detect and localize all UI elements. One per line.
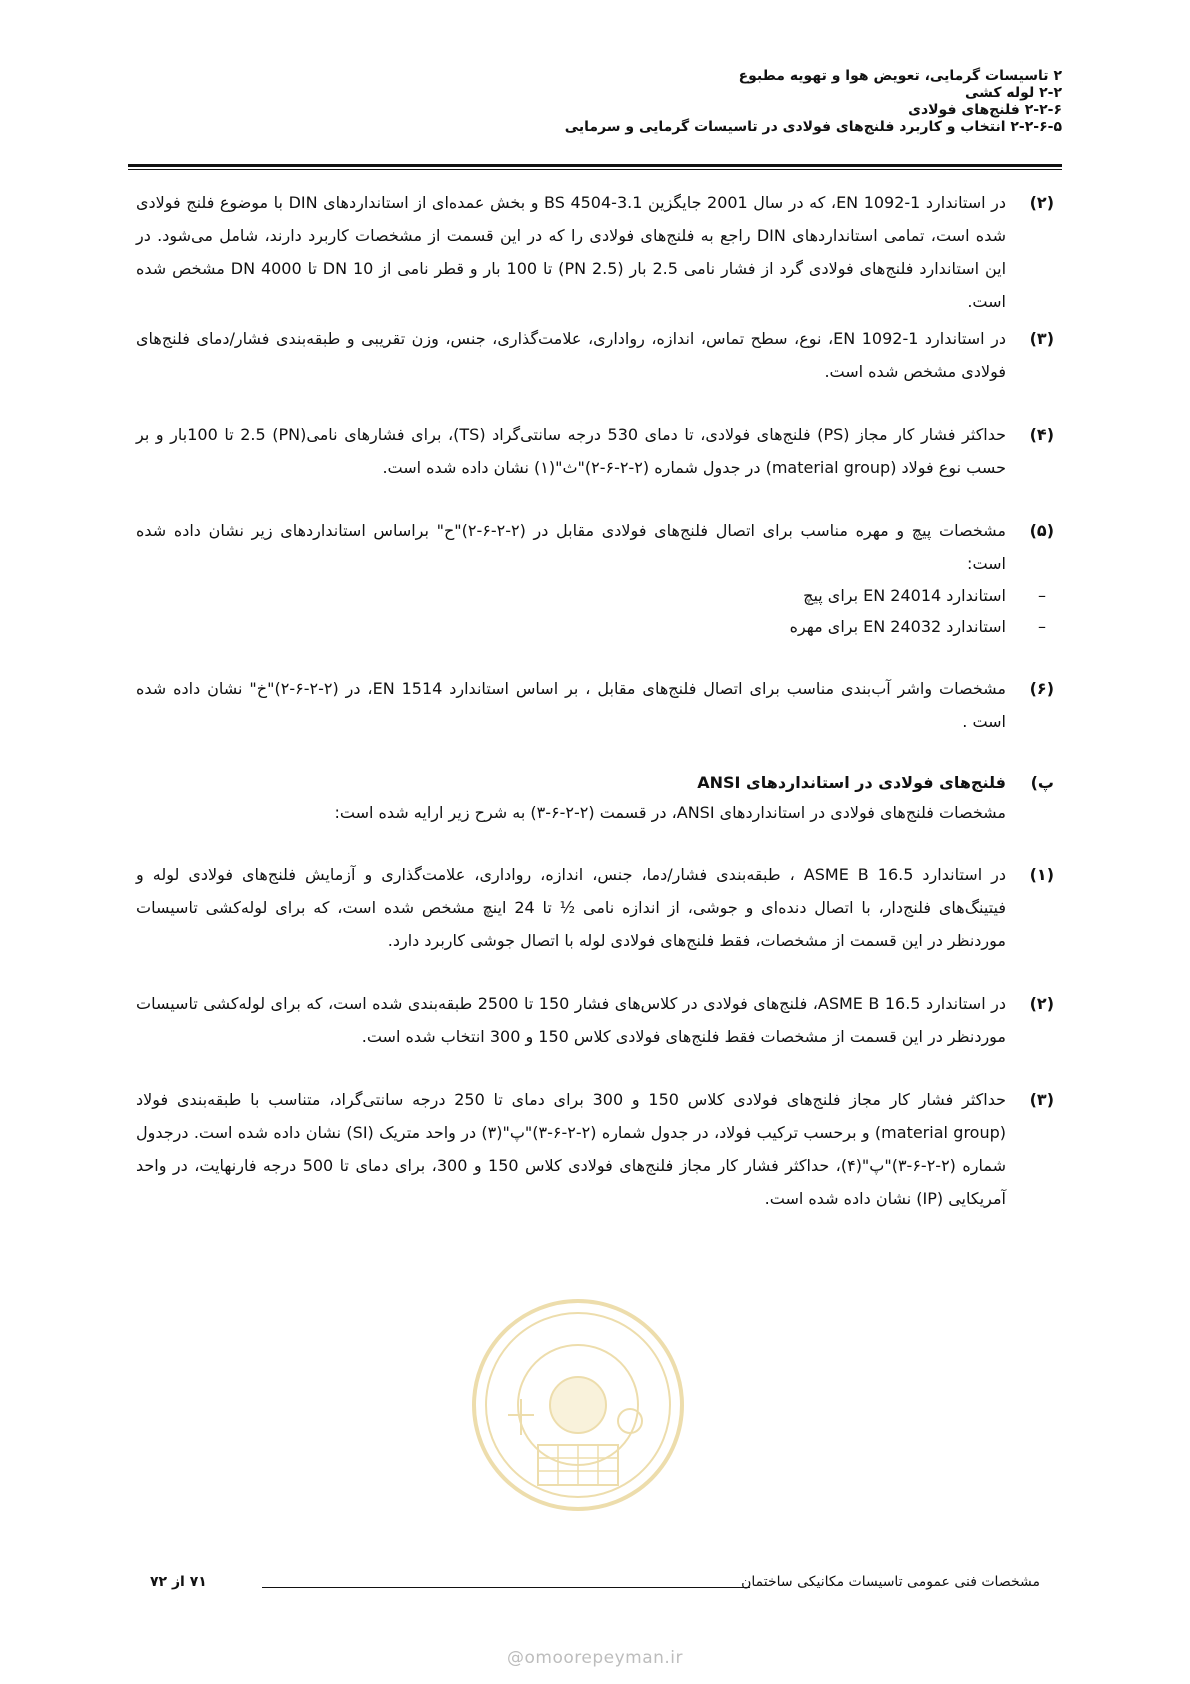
header-chapter: ۲ تاسیسات گرمایی، تعویض هوا و تهویه مطبوع bbox=[738, 68, 1062, 84]
page-header bbox=[128, 68, 1062, 136]
paragraph-b1 bbox=[136, 858, 1054, 957]
paragraph-number: (۵) bbox=[1029, 521, 1054, 540]
page-body bbox=[136, 186, 1054, 1215]
bullet-dash: – bbox=[1038, 586, 1046, 605]
section-heading bbox=[136, 768, 1054, 798]
paragraph-b3 bbox=[136, 1083, 1054, 1215]
bullet-text: استاندارد EN 24014 برای پیچ bbox=[803, 586, 1006, 605]
bullet-dash: – bbox=[1038, 617, 1046, 636]
section-intro: مشخصات فلنج‌های فولادی در استانداردهای ANSI، در قسمت (۲-۲-۶-۳) به شرح زیر ارایه شده است: bbox=[334, 803, 1006, 822]
list-item bbox=[136, 580, 1054, 611]
paragraph-number: (۳) bbox=[1029, 1090, 1054, 1109]
paragraph-text: مشخصات پیچ و مهره مناسب برای اتصال فلنج‌های فولادی مقابل در (۲-۲-۶-۲)"ح" براساس استانداردهای زیر نشان داده شده است: bbox=[136, 521, 1006, 573]
paragraph-2 bbox=[136, 186, 1054, 318]
header-subsection: ۲-۲-۶ فلنج‌های فولادی bbox=[908, 102, 1062, 118]
page-footer bbox=[150, 1574, 1040, 1598]
paragraph-text: در استاندارد EN 1092-1، که در سال 2001 جایگزین BS 4504-3.1 و بخش عمده‌ای از استانداردهای DIN با موضوع فلنج فولادی شده است، تمامی استانداردهای DIN راجع به فلنج‌های فولادی را که در این قسمت از مشخصات کاربرد دارند، شامل می‌شود. در این استاندارد فلنج‌های فولادی گرد از فشار نامی 2.5 بار (PN 2.5) تا 100 بار و قطر نامی از DN 10 تا DN 4000 مشخص شده است. bbox=[136, 193, 1007, 311]
paragraph-number: (۲) bbox=[1029, 193, 1054, 212]
paragraph-5 bbox=[136, 514, 1054, 580]
paragraph-b2 bbox=[136, 987, 1054, 1053]
paragraph-number: (۳) bbox=[1029, 329, 1054, 348]
bullet-text: استاندارد EN 24032 برای مهره bbox=[789, 617, 1006, 636]
paragraph-4 bbox=[136, 418, 1054, 484]
header-section: ۲-۲ لوله کشی bbox=[965, 85, 1062, 101]
seal-watermark-icon bbox=[468, 1295, 688, 1515]
footer-rule bbox=[262, 1587, 750, 1588]
section-letter: پ) bbox=[1030, 773, 1054, 792]
paragraph-number: (۲) bbox=[1029, 994, 1054, 1013]
paragraph-text: در استاندارد ASME B 16.5 ، طبقه‌بندی فشار/دما، جنس، اندازه، رواداری، علامت‌گذاری و آزمایش فلنج‌های فولادی لوله و فیتینگ‌های فلنج‌دار، با اتصال دنده‌ای و جوشی، از اندازه نامی ½ تا 24 اینچ مشخص شده است، که برای لوله‌کشی تاسیسات موردنظر در این قسمت از مشخصات، فقط فلنج‌های فولادی لوله با اتصال جوشی کاربرد دارد. bbox=[136, 865, 1006, 950]
paragraph-number: (۱) bbox=[1029, 865, 1054, 884]
paragraph-3 bbox=[136, 322, 1054, 388]
paragraph-number: (۶) bbox=[1029, 679, 1054, 698]
site-watermark: @omoorepeyman.ir bbox=[506, 1648, 684, 1668]
paragraph-text: حداکثر فشار کار مجاز (PS) فلنج‌های فولادی، تا دمای 530 درجه سانتی‌گراد (TS)، برای فشارهای نامی(PN) 2.5 تا 100بار و بر حسب نوع فولاد (material group) در جدول شماره (۲-۲-۶-۲)"ث"(۱) نشان داده شده است. bbox=[136, 425, 1007, 477]
section-title: فلنج‌های فولادی در استانداردهای ANSI bbox=[697, 773, 1006, 792]
paragraph-text: در استاندارد EN 1092-1، نوع، سطح تماس، اندازه، رواداری، علامت‌گذاری، جنس، وزن تقریبی و طبقه‌بندی فشار/دمای فلنج‌های فولادی مشخص شده است. bbox=[136, 329, 1006, 381]
paragraph-number: (۴) bbox=[1029, 425, 1054, 444]
paragraph-text: مشخصات واشر آب‌بندی مناسب برای اتصال فلنج‌های مقابل ، بر اساس استاندارد EN 1514، در (۲-۲-۶-۲)"خ" نشان داده شده است . bbox=[136, 679, 1006, 731]
header-rule-thick bbox=[128, 164, 1062, 167]
paragraph-text: حداکثر فشار کار مجاز فلنج‌های فولادی کلاس 150 و 300 برای دمای تا 250 درجه سانتی‌گراد، متناسب با طبقه‌بندی فولاد (material group) و برحسب ترکیب فولاد، در جدول شماره (۲-۲-۶-۳)"پ"(۳) در واحد متریک (SI) نشان داده شده است. درجدول شماره (۲-۲-۶-۳)"پ"(۴)، حداکثر فشار کار مجاز فلنج‌های فولادی کلاس 150 و 300، برای دمای تا 500 درجه فارنهایت، در واحد آمریکایی (IP) نشان داده شده است. bbox=[136, 1090, 1007, 1208]
footer-title: مشخصات فنی عمومی تاسیسات مکانیکی ساختمان bbox=[741, 1574, 1040, 1590]
paragraph-6 bbox=[136, 672, 1054, 738]
paragraph-text: در استاندارد ASME B 16.5، فلنج‌های فولادی در کلاس‌های فشار 150 تا 2500 طبقه‌بندی شده است، که برای لوله‌کشی تاسیسات موردنظر در این قسمت از مشخصات فقط فلنج‌های فولادی کلاس 150 و 300 انتخاب شده است. bbox=[136, 994, 1006, 1046]
list-item bbox=[136, 611, 1054, 642]
header-topic: ۲-۲-۶-۵ انتخاب و کاربرد فلنج‌های فولادی در تاسیسات گرمایی و سرمایی bbox=[564, 119, 1062, 135]
header-rule-thin bbox=[128, 169, 1062, 170]
page-number: ۷۱ از ۷۲ bbox=[150, 1574, 207, 1590]
